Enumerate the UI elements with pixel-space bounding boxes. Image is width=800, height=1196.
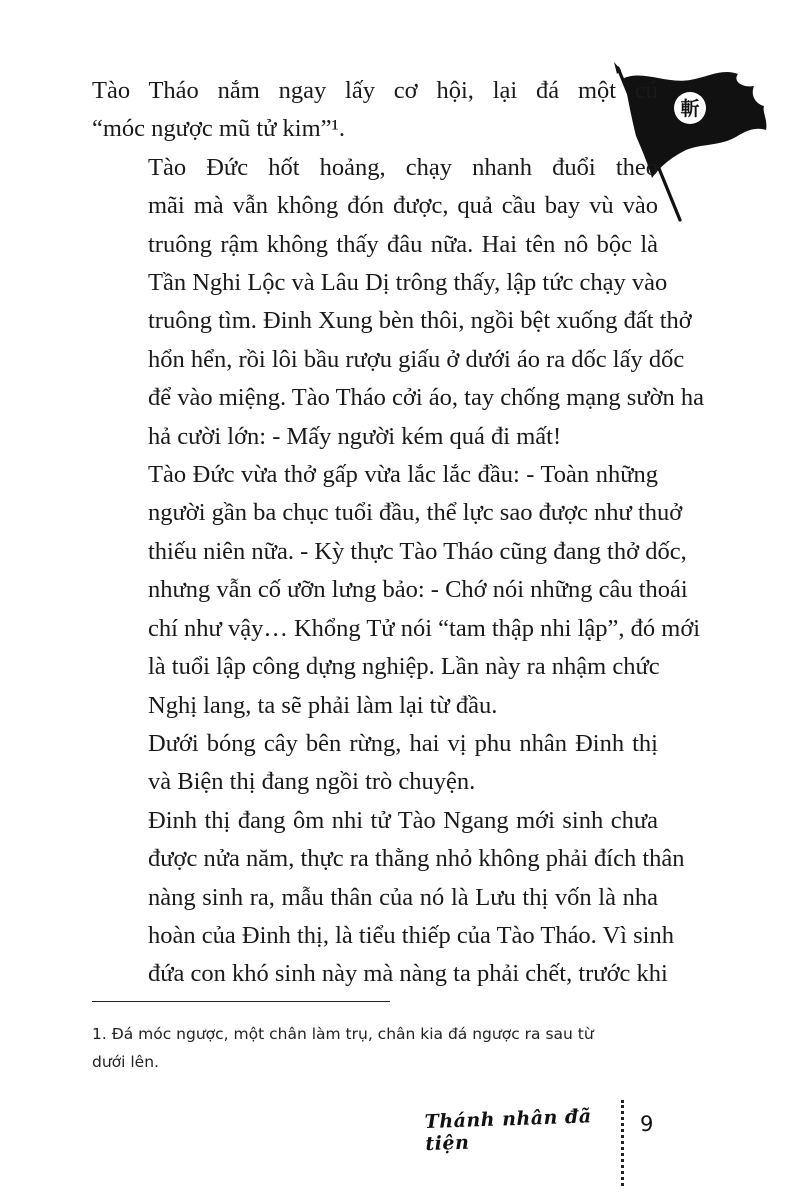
paragraph <box>92 456 701 725</box>
text-line: và Biện thị đang ngồi trò chuyện. <box>148 768 476 796</box>
text-line: truông tìm. Đinh Xung bèn thôi, ngồi bệt xuống đất thở <box>148 307 692 335</box>
text-line: Nghị lang, ta sẽ phải làm lại từ đầu. <box>148 691 498 719</box>
text-line: Tào Tháo nắm ngay lấy cơ hội, lại đá một cú <box>92 77 658 104</box>
paragraph <box>92 149 705 456</box>
footnote-divider <box>92 1001 390 1002</box>
text-line: Dưới bóng cây bên rừng, hai vị phu nhân Đinh thị <box>148 729 658 757</box>
text-line: Tần Nghi Lộc và Lâu Dị trông thấy, lập tức chạy vào <box>148 269 668 297</box>
text-line: nhưng vẫn cố ưỡn lưng bảo: - Chớ nói những câu thoái <box>148 576 688 604</box>
text-line: hả cười lớn: - Mấy người kém quá đi mất! <box>148 422 562 450</box>
text-line: Tào Đức vừa thở gấp vừa lắc lắc đầu: - Toàn những <box>148 461 658 489</box>
text-line: là tuổi lập công dựng nghiệp. Lần này ra nhậm chức <box>148 653 660 681</box>
text-line: hổn hển, rồi lôi bầu rượu giấu ở dưới áo ra dốc lấy dốc <box>148 345 685 373</box>
text-line: đứa con khó sinh này mà nàng ta phải chết, trước khi <box>148 960 668 988</box>
body-text <box>92 72 705 994</box>
text-line: mãi mà vẫn không đón được, quả cầu bay vù vào <box>148 192 658 220</box>
text-line: người gần ba chục tuổi đầu, thể lực sao được như thuở <box>148 499 683 527</box>
footnote <box>92 1020 662 1076</box>
text-line: được nửa năm, thực ra thằng nhỏ không phải đích thân <box>148 845 685 873</box>
text-line: hoàn của Đinh thị, là tiểu thiếp của Tào Tháo. Vì sinh <box>148 921 674 949</box>
text-line: để vào miệng. Tào Tháo cởi áo, tay chống mạng sườn ha <box>148 384 705 412</box>
banner-glyph: 斬 <box>680 98 700 120</box>
page-number: 9 <box>640 1112 654 1136</box>
page-number-separator <box>621 1100 624 1186</box>
footnote-line: dưới lên. <box>92 1053 159 1071</box>
paragraph <box>92 802 685 994</box>
paragraph <box>92 72 658 149</box>
text-line: chí như vậy… Khổng Tử nói “tam thập nhi lập”, đó mới <box>148 614 701 642</box>
text-line: nàng sinh ra, mẫu thân của nó là Lưu thị vốn là nha <box>148 883 658 911</box>
text-line: thiếu niên nữa. - Kỳ thực Tào Tháo cũng đang thở dốc, <box>148 537 687 565</box>
footnote-line: 1. Đá móc ngược, một chân làm trụ, chân kia đá ngược ra sau từ <box>92 1025 594 1043</box>
text-line: “móc ngược mũ tử kim”¹. <box>92 115 346 143</box>
running-title: Thánh nhân đã tiện <box>424 1105 592 1156</box>
text-line: Tào Đức hốt hoảng, chạy nhanh đuổi theo <box>148 153 658 181</box>
paragraph <box>92 725 658 802</box>
text-line: truông rậm không thấy đâu nữa. Hai tên nô bộc là <box>148 230 658 258</box>
text-line: Đinh thị đang ôm nhi tử Tào Ngang mới sinh chưa <box>148 806 658 834</box>
